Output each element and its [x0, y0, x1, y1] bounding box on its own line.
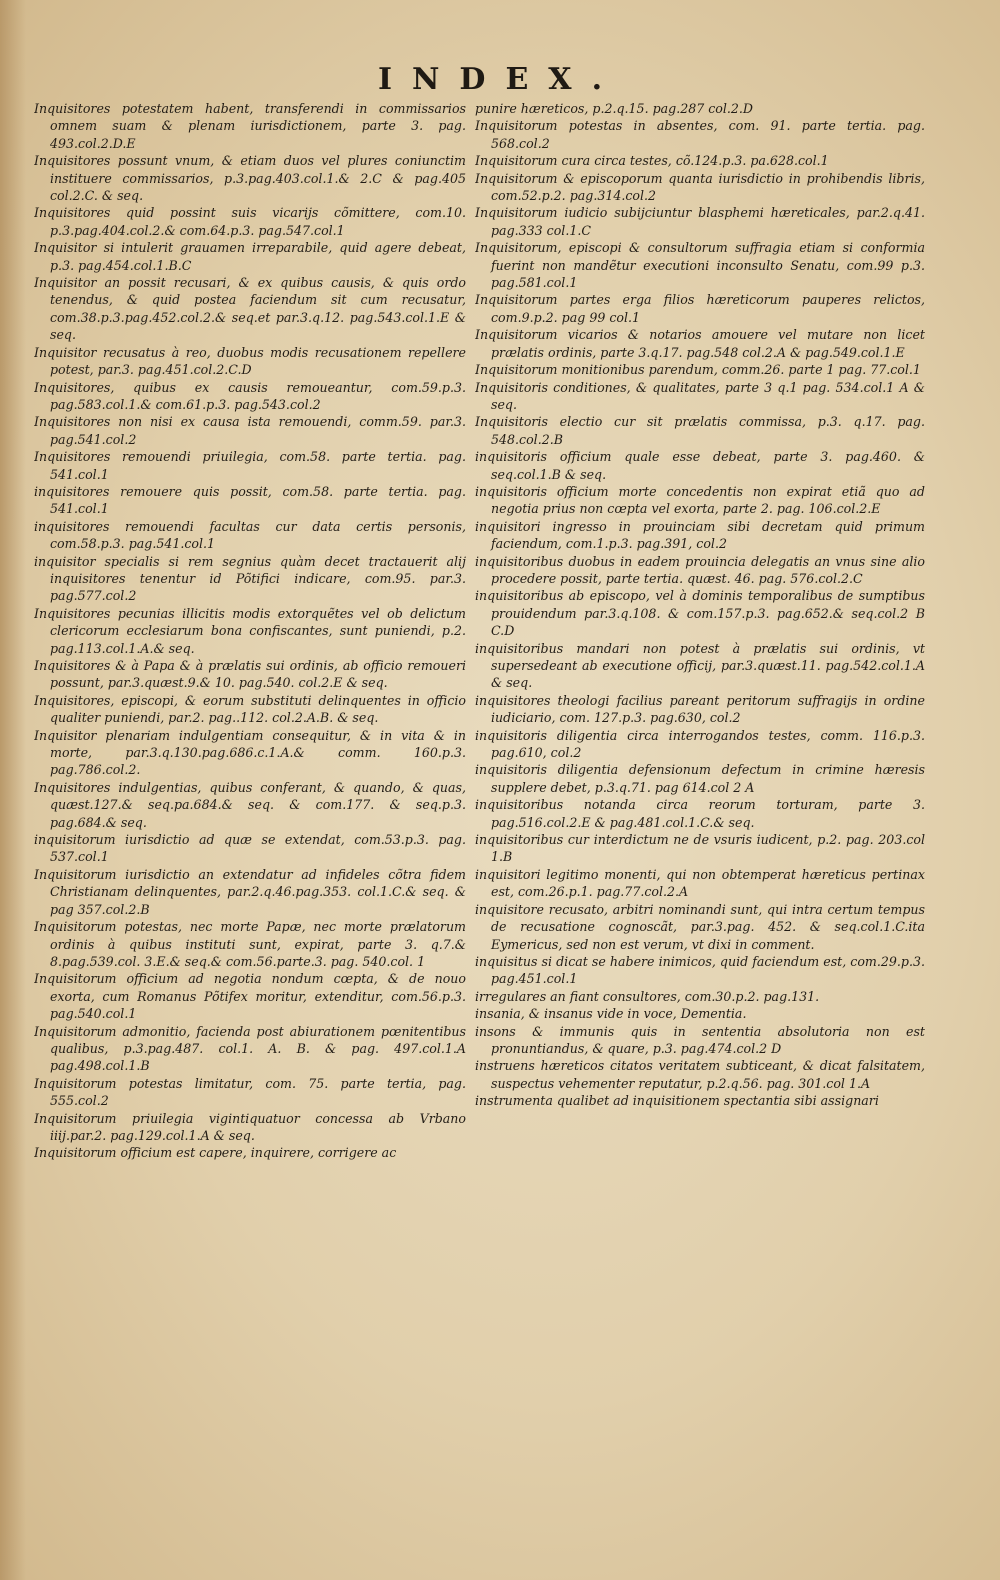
- index-entry: Inquisitorum iudicio subijciuntur blasphemi hæreticales, par.2.q.41. pag.333 col.1.C: [475, 205, 925, 238]
- index-entry: Inquisitores quid possint suis vicarijs cõmittere, com.10. p.3.pag.404.col.2.& com.64.p.3. pag.547.col.1: [34, 205, 466, 238]
- index-entry: Inquisitorum potestas in absentes, com. 91. parte tertia. pag. 568.col.2: [475, 118, 925, 151]
- index-entry: inquisitoris officium morte concedentis non expirat etiã quo ad negotia prius non cœpta vel exorta, parte 2. pag. 106.col.2.E: [475, 483, 925, 517]
- index-entry: irregulares an fiant consultores, com.30.p.2. pag.131.: [475, 988, 820, 1004]
- index-entry: Inquisitorum officium ad negotia nondum cœpta, & de nouo exorta, cum Romanus Põtifex moritur, extenditur, com.56.p.3. pag.540.col.1: [34, 971, 466, 1022]
- index-entry: Inquisitorum potestas limitatur, com. 75. parte tertia, pag. 555.col.2: [34, 1075, 466, 1109]
- index-entry: Inquisitorum officium est capere, inquirere, corrigere ac: [34, 1145, 397, 1161]
- index-entry: inquisitoris diligentia defensionum defectum in crimine hæresis supplere debet, p.3.q.71. pag 614.col 2 A: [475, 762, 925, 795]
- index-entry: Inquisitorum iurisdictio an extendatur ad infideles cõtra fidem Christianam delinquentes, par.2.q.46.pag.353. col.1.C.& seq. & pag 357.col.2.B: [34, 866, 466, 917]
- right-column: [475, 100, 925, 1550]
- page-header: INDEX.: [377, 62, 623, 97]
- index-entry: Inquisitores pecunias illicitis modis extorquẽtes vel ob delictum clericorum ecclesiarum bona confiscantes, sunt puniendi, p.2. pag.113.col.1.A.& seq.: [34, 605, 466, 656]
- index-entry: Inquisitorum & episcoporum quanta iurisdictio in prohibendis libris, com.52.p.2. pag.314.col.2: [475, 170, 925, 204]
- left-column: [34, 100, 466, 1550]
- index-entry: Inquisitorum vicarios & notarios amouere vel mutare non licet prælatis ordinis, parte 3.q.17. pag.548 col.2.A & pag.549.col.1.E: [475, 327, 925, 360]
- index-entry: inquisitoribus ab episcopo, vel à dominis temporalibus de sumptibus prouidendum par.3.q.108. & com.157.p.3. pag.652.& seq.col.2 B C.D: [475, 588, 925, 639]
- index-entry: Inquisitorum, episcopi & consultorum suffragia etiam si conformia fuerint non mandẽtur executioni inconsulto Senatu, com.99 p.3. pag.581.col.1: [475, 240, 925, 291]
- index-entry: Inquisitor recusatus à reo, duobus modis recusationem repellere potest, par.3. pag.451.col.2.C.D: [34, 344, 466, 378]
- index-entry: inquisitoribus duobus in eadem prouincia delegatis an vnus sine alio procedere possit, parte tertia. quæst. 46. pag. 576.col.2.C: [475, 553, 925, 586]
- index-entry: Inquisitorum admonitio, facienda post abiurationem pœnitentibus qualibus, p.3.pag.487. col.1. A. B. & pag. 497.col.1.A pag.498.col.1.B: [34, 1023, 466, 1074]
- index-entry: Inquisitoris conditiones, & qualitates, parte 3 q.1 pag. 534.col.1 A & seq.: [475, 379, 925, 412]
- index-entry: Inquisitores, episcopi, & eorum substituti delinquentes in officio qualiter puniendi, par.2. pag..112. col.2.A.B. & seq.: [34, 692, 466, 726]
- index-entry: inquisitori legitimo monenti, qui non obtemperat hæreticus pertinax est, com.26.p.1. pag.77.col.2.A: [475, 866, 925, 900]
- index-entry: inquisitus si dicat se habere inimicos, quid faciendum est, com.29.p.3. pag.451.col.1: [475, 953, 925, 987]
- index-entry: Inquisitores non nisi ex causa ista remouendi, comm.59. par.3. pag.541.col.2: [34, 414, 466, 447]
- index-entry: instrumenta qualibet ad inquisitionem spectantia sibi assignari: [475, 1093, 879, 1109]
- index-entry: Inquisitorum potestas, nec morte Papæ, nec morte prælatorum ordinis à quibus instituti sunt, expirat, parte 3. q.7.& 8.pag.539.col. 3.E.& seq.& com.56.parte.3. pag. 540.col. 1: [34, 919, 466, 969]
- index-entry: insania, & insanus vide in voce, Dementia.: [475, 1006, 747, 1022]
- index-entry: inquisitoris officium quale esse debeat, parte 3. pag.460. & seq.col.1.B & seq.: [475, 449, 925, 482]
- index-entry: Inquisitorum cura circa testes, cõ.124.p.3. pa.628.col.1: [475, 153, 829, 169]
- index-entry: Inquisitorum monitionibus parendum, comm.26. parte 1 pag. 77.col.1: [475, 362, 921, 378]
- index-entry: insons & immunis quis in sententia absolutoria non est pronuntiandus, & quare, p.3. pag.474.col.2 D: [475, 1023, 925, 1056]
- index-entry: inquisitores theologi facilius pareant peritorum suffragijs in ordine iudiciario, com. 127.p.3. pag.630, col.2: [475, 692, 925, 726]
- index-entry: inquisitores remouendi facultas cur data certis personis, com.58.p.3. pag.541.col.1: [34, 518, 466, 552]
- index-entry: Inquisitor an possit recusari, & ex quibus causis, & quis ordo tenendus, & quid postea faciendum sit cum recusatur, com.38.p.3.pag.452.col.2.& seq.et par.3.q.12. pag.543.col.1.E & seq.: [34, 275, 466, 343]
- page-gutter-shadow: [0, 0, 26, 1580]
- index-entry: Inquisitores remouendi priuilegia, com.58. parte tertia. pag. 541.col.1: [34, 449, 466, 482]
- index-entry: Inquisitores possunt vnum, & etiam duos vel plures coniunctim instituere commissarios, p.3.pag.403.col.1.& 2.C & pag.405 col.2.C. & seq.: [34, 153, 466, 204]
- index-entry: inquisitori ingresso in prouinciam sibi decretam quid primum faciendum, com.1.p.3. pag.391, col.2: [475, 518, 925, 552]
- index-entry: Inquisitores & à Papa & à prælatis sui ordinis, ab officio remoueri possunt, par.3.quæst.9.& 10. pag.540. col.2.E & seq.: [34, 658, 466, 691]
- index-entry: Inquisitor plenariam indulgentiam consequitur, & in vita & in morte, par.3.q.130.pag.686.c.1.A.& comm. 160.p.3. pag.786.col.2.: [34, 727, 466, 778]
- index-entry: inquisitores remouere quis possit, com.58. parte tertia. pag. 541.col.1: [34, 483, 466, 517]
- index-entry: instruens hæreticos citatos veritatem subticeant, & dicat falsitatem, suspectus vehementer reputatur, p.2.q.56. pag. 301.col 1.A: [475, 1058, 925, 1091]
- index-entry: Inquisitores indulgentias, quibus conferant, & quando, & quas, quæst.127.& seq.pa.684.& seq. & com.177. & seq.p.3. pag.684.& seq.: [34, 779, 466, 830]
- index-entry: Inquisitor si intulerit grauamen irreparabile, quid agere debeat, p.3. pag.454.col.1.B.C: [34, 240, 466, 273]
- index-entry: Inquisitores potestatem habent, transferendi in commissarios omnem suam & plenam iurisdictionem, parte 3. pag. 493.col.2.D.E: [34, 101, 466, 151]
- index-entry: Inquisitores, quibus ex causis remoueantur, com.59.p.3. pag.583.col.1.& com.61.p.3. pag.543.col.2: [34, 379, 466, 412]
- index-entry: Inquisitorum priuilegia vigintiquatuor concessa ab Vrbano iiij.par.2. pag.129.col.1.A & seq.: [34, 1110, 466, 1143]
- index-entry: Inquisitoris electio cur sit prælatis commissa, p.3. q.17. pag. 548.col.2.B: [475, 414, 925, 447]
- index-entry: inquisitoribus mandari non potest à prælatis sui ordinis, vt supersedeant ab executione officij, par.3.quæst.11. pag.542.col.1.A & seq.: [475, 640, 925, 691]
- index-entry: inquisitorum iurisdictio ad quæ se extendat, com.53.p.3. pag. 537.col.1: [34, 832, 466, 865]
- index-entry: inquisitoribus cur interdictum ne de vsuris iudicent, p.2. pag. 203.col 1.B: [475, 832, 925, 865]
- index-entry: punire hæreticos, p.2.q.15. pag.287 col.2.D: [475, 101, 754, 116]
- index-entry: inquisitore recusato, arbitri nominandi sunt, qui intra certum tempus de recusatione cognoscãt, par.3.pag. 452. & seq.col.1.C.ita Eymericus, sed non est verum, vt dixi in comment.: [475, 901, 925, 952]
- index-entry: Inquisitorum partes erga filios hæreticorum pauperes relictos, com.9.p.2. pag 99 col.1: [475, 292, 925, 325]
- index-entry: inquisitoribus notanda circa reorum torturam, parte 3. pag.516.col.2.E & pag.481.col.1.C.& seq.: [475, 797, 925, 830]
- index-entry: inquisitoris diligentia circa interrogandos testes, comm. 116.p.3. pag.610, col.2: [475, 727, 925, 761]
- index-entry: inquisitor specialis si rem segnius quàm decet tractauerit alij inquisitores tenentur id Põtifici indicare, com.95. par.3. pag.577.col.2: [34, 553, 466, 604]
